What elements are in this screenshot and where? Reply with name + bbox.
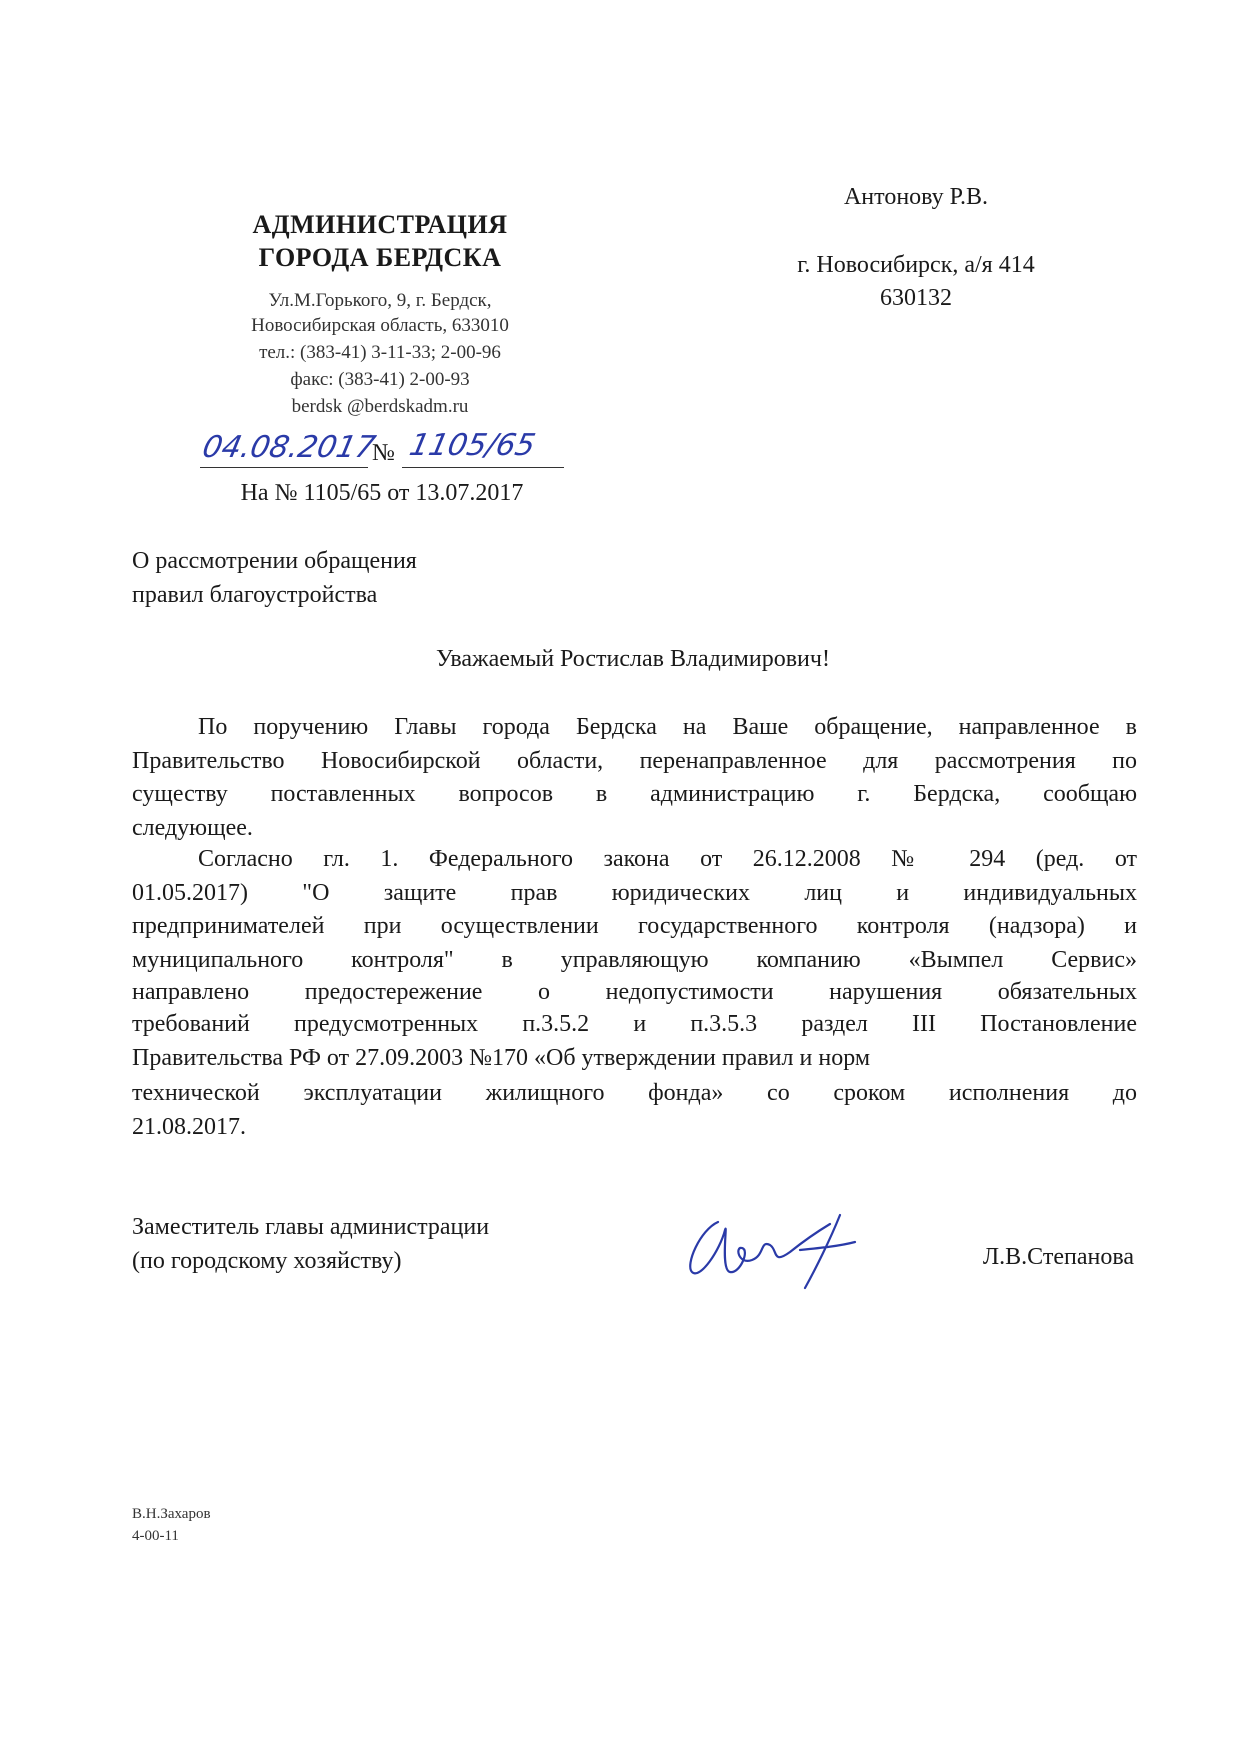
- org-name-line1: АДМИНИСТРАЦИЯ: [252, 210, 508, 239]
- body-line: Правительство Новосибирской области, перенаправленное для рассмотрения по: [132, 748, 1137, 774]
- org-name-line2: ГОРОДА БЕРДСКА: [258, 243, 502, 272]
- subject-line: правил благоустройства: [132, 582, 378, 608]
- body-line: 21.08.2017.: [132, 1114, 246, 1140]
- body-line: муниципального контроля" в управляющую компанию «Вымпел Сервис»: [132, 947, 1137, 973]
- executor-phone: 4-00-11: [132, 1528, 179, 1544]
- reply-reference: На № 1105/65 от 13.07.2017: [240, 480, 524, 506]
- body-line: направлено предостережение о недопустимости нарушения обязательных: [132, 979, 1137, 1005]
- number-underline: [402, 467, 564, 468]
- org-fax: факс: (383-41) 2-00-93: [290, 369, 470, 390]
- org-address-line: Новосибирская область, 633010: [251, 315, 509, 336]
- body-line: существу поставленных вопросов в администрацию г. Бердска, сообщаю: [132, 781, 1137, 807]
- date-underline: [200, 467, 368, 468]
- body-line: 01.05.2017) "О защите прав юридических лиц и индивидуальных: [132, 880, 1137, 906]
- body-line: предпринимателей при осуществлении государственного контроля (надзора) и: [132, 913, 1137, 939]
- body-line: Согласно гл. 1. Федерального закона от 26.12.2008 № 294 (ред. от: [198, 846, 1137, 872]
- subject-line: О рассмотрении обращения: [132, 548, 417, 574]
- body-line: По поручению Главы города Бердска на Ваше обращение, направленное в: [198, 714, 1137, 740]
- body-line: требований предусмотренных п.3.5.2 и п.3.5.3 раздел III Постановление: [132, 1011, 1137, 1037]
- org-address-line: Ул.М.Горького, 9, г. Бердск,: [268, 290, 492, 311]
- handwritten-outgoing-date: 04.08.2017: [199, 430, 379, 465]
- recipient-address: г. Новосибирск, а/я 414: [797, 252, 1035, 278]
- org-phone: тел.: (383-41) 3-11-33; 2-00-96: [259, 342, 501, 363]
- body-line: технической эксплуатации жилищного фонда» со сроком исполнения до: [132, 1080, 1137, 1106]
- handwritten-outgoing-number: 1105/65: [406, 428, 539, 463]
- body-line: Правительства РФ от 27.09.2003 №170 «Об утверждении правил и норм: [132, 1045, 871, 1071]
- greeting: Уважаемый Ростислав Владимирович!: [436, 646, 830, 672]
- recipient-postcode: 630132: [880, 285, 952, 311]
- signatory-position-dept: (по городскому хозяйству): [132, 1248, 402, 1274]
- executor-name: В.Н.Захаров: [132, 1506, 211, 1522]
- recipient-name: Антонову Р.В.: [843, 184, 989, 210]
- number-sign: №: [372, 440, 395, 466]
- signatory-name: Л.В.Степанова: [982, 1244, 1134, 1270]
- body-line: следующее.: [132, 815, 253, 841]
- handwritten-signature: [680, 1210, 865, 1290]
- signatory-position: Заместитель главы администрации: [132, 1214, 490, 1240]
- org-email: berdsk @berdskadm.ru: [291, 396, 469, 417]
